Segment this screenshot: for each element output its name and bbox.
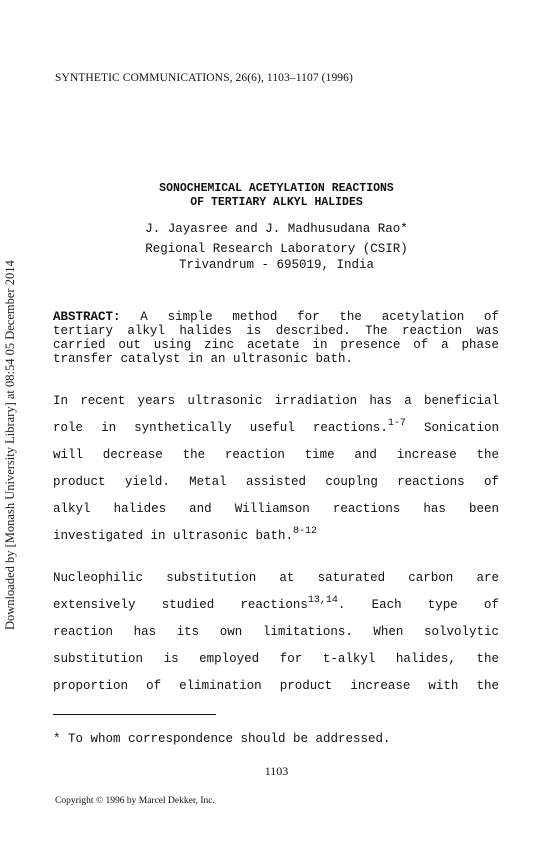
abstract-label: ABSTRACT: [53, 310, 121, 324]
paragraph-1-line-6-text: investigated in ultrasonic bath. [53, 529, 294, 543]
paragraph-1-line-5: alkyl halides and Williamson reactions has been [53, 502, 499, 516]
citation-ref: 1-7 [387, 418, 406, 429]
paragraph-2-line-2 [53, 595, 499, 612]
article-title-line-2: OF TERTIARY ALKYL HALIDES [190, 196, 363, 209]
paragraph-1-line-3: will decrease the reaction time and increase the [53, 448, 499, 462]
paragraph-1-line-2-tail: Sonication [423, 421, 499, 435]
citation-ref: 8-12 [293, 526, 318, 537]
abstract-line-1 [53, 310, 499, 324]
copyright-notice: Copyright © 1996 by Marcel Dekker, Inc. [55, 796, 215, 806]
abstract-line-3: carried out using zinc acetate in presence of a phase [53, 338, 499, 352]
paragraph-2-line-1: Nucleophilic substitution at saturated carbon are [53, 571, 499, 585]
affiliation-line-1: Regional Research Laboratory (CSIR) [145, 242, 408, 256]
affiliation-line-2: Trivandrum - 695019, India [178, 258, 375, 272]
paragraph-2-line-2-tail: . Each type of [337, 598, 499, 612]
paragraph-1-line-2-text: role in synthetically useful reactions. [53, 421, 388, 435]
footnote: * To whom correspondence should be addressed. [53, 732, 391, 746]
footnote-divider [53, 714, 216, 715]
paragraph-1-line-1: In recent years ultrasonic irradiation has a beneficial [53, 394, 499, 408]
paragraph-2-line-4: substitution is employed for t-alkyl halides, the [53, 652, 499, 666]
citation-ref: 13,14 [307, 595, 338, 606]
abstract-line-2: tertiary alkyl halides is described. The reaction was [53, 324, 499, 338]
paragraph-1-line-2 [53, 418, 499, 435]
download-watermark: Downloaded by [Monash University Library] at 08:54 05 December 2014 [3, 260, 17, 630]
paragraph-2-line-5: proportion of elimination product increase with the [53, 679, 499, 693]
paragraph-1-line-4: product yield. Metal assisted couplng reactions of [53, 475, 499, 489]
journal-header: SYNTHETIC COMMUNICATIONS, 26(6), 1103–1107 (1996) [55, 72, 353, 84]
paragraph-1-line-6 [53, 526, 499, 543]
authors: J. Jayasree and J. Madhusudana Rao* [145, 222, 408, 236]
abstract-text-1: A simple method for the acetylation of [140, 310, 499, 324]
article-title-line-1: SONOCHEMICAL ACETYLATION REACTIONS [159, 182, 394, 195]
abstract-line-4: transfer catalyst in an ultrasonic bath. [53, 352, 354, 366]
paragraph-2-line-3: reaction has its own limitations. When solvolytic [53, 625, 499, 639]
paragraph-2-line-2-text: extensively studied reactions [53, 598, 308, 612]
page-number: 1103 [264, 764, 289, 778]
